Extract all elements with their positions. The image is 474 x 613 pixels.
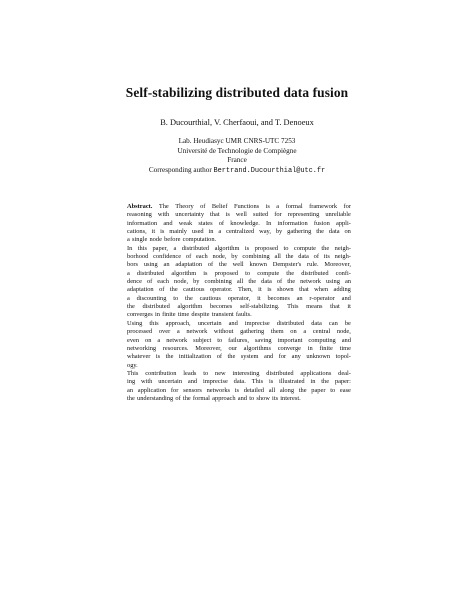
abstract-line: This contribution leads to new interesting distributed applications deal- — [127, 369, 351, 377]
affiliation-block — [0, 137, 474, 176]
abstract-line: Using this approach, uncertain and imprecise distributed data can be — [127, 319, 351, 327]
abstract-line: a discounting to the cautious operator, it becomes an r-operator and — [127, 294, 351, 302]
corresponding-author-label: Corresponding author — [148, 165, 212, 174]
abstract-line: a distributed algorithm is proposed to compute the distributed confi- — [127, 269, 351, 277]
abstract-line: borhood confidence of each node, by combining all the data of its neigh- — [127, 253, 351, 261]
abstract-line: the understanding of the formal approach and to show its interest. — [127, 394, 301, 402]
affiliation-country: France — [227, 156, 247, 165]
abstract-line: Abstract. The Theory of Belief Functions is a formal framework for — [127, 203, 351, 210]
corresponding-author-line — [0, 166, 474, 177]
abstract-line: ing with uncertain and imprecise data. This is illustrated in the paper: — [127, 378, 351, 386]
affiliation-university: Université de Technologie de Compiègne — [177, 146, 297, 155]
abstract-line: whatever is the initialization of the system and for any unknown topol- — [127, 353, 351, 361]
affiliation-lab: Lab. Heudiasyc UMR CNRS-UTC 7253 — [178, 137, 296, 145]
abstract-line: even on a network subject to failures, saving important computing and — [127, 336, 351, 344]
abstract-line: processed over a network without gathering them on a central node, — [127, 328, 351, 336]
abstract-line: networking resources. Moreover, our algorithms converge in finite time — [127, 344, 351, 352]
abstract-line: In this paper, a distributed algorithm is proposed to compute the neigh- — [127, 244, 351, 252]
abstract-line: ogy. — [127, 361, 138, 369]
abstract-line: an application for sensors networks is detailed all along the paper to ease — [127, 386, 351, 394]
corresponding-author-email: Bertrand.Ducourthial@utc.fr — [213, 166, 326, 175]
paper-authors: B. Ducourthial, V. Cherfaoui, and T. Denoeux — [160, 118, 314, 127]
abstract-line: adaptation of the cautious operator. Then, it is shown that when adding — [127, 286, 351, 294]
abstract-line: converges in finite time despite transient faults. — [127, 311, 252, 319]
abstract-line: cations, it is mainly used in a centralized way, by gathering the data on — [127, 228, 351, 236]
paper-title: Self-stabilizing distributed data fusion — [125, 85, 349, 100]
abstract — [127, 203, 351, 403]
abstract-line: information and weak states of knowledge. In information fusion appli- — [127, 219, 351, 227]
abstract-line: a single node before computation. — [127, 236, 217, 244]
abstract-line: bors using an adaptation of the well known Dempster's rule. Moreover, — [127, 261, 351, 269]
abstract-line: reasoning with uncertainty that is well suited for representing unreliable — [127, 211, 351, 219]
abstract-line: the distributed algorithm becomes self-stabilizing. This means that it — [127, 303, 351, 311]
abstract-heading: Abstract. — [127, 203, 153, 210]
abstract-line: dence of each node, by combining all the data of the network using an — [127, 278, 351, 286]
